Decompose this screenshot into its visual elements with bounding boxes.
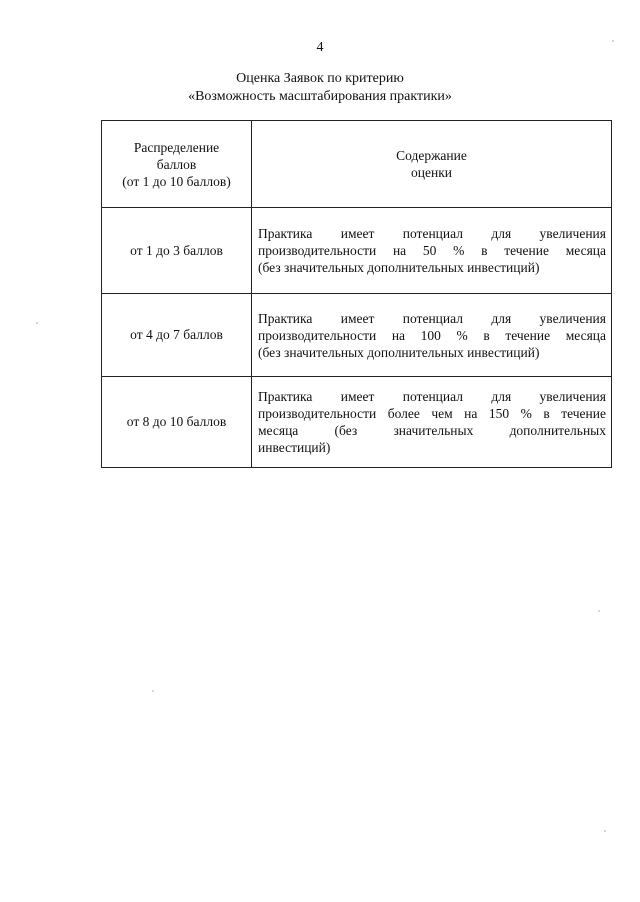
scan-speck [604, 830, 606, 832]
header-content-line: оценки [411, 165, 452, 180]
description-line: производительности более чем на 150 % в течение [258, 406, 606, 421]
criteria-table [101, 120, 612, 468]
scan-speck [36, 322, 38, 324]
description-line: (без значительных дополнительных инвестиций) [258, 260, 540, 275]
table-row [102, 377, 612, 468]
header-score-cell [102, 121, 252, 208]
table-header-row [102, 121, 612, 208]
header-content-cell [252, 121, 612, 208]
title-line-2: «Возможность масштабирования практики» [188, 89, 452, 104]
description-line: месяца (без значительных дополнительных [258, 423, 606, 438]
description-line: Практика имеет потенциал для увеличения [258, 389, 606, 404]
score-cell: от 4 до 7 баллов [102, 294, 252, 377]
table-row [102, 208, 612, 294]
description-line: Практика имеет потенциал для увеличения [258, 226, 606, 241]
scan-speck [152, 690, 154, 692]
description-cell [252, 208, 612, 294]
header-score-line: Распределение [133, 139, 220, 155]
description-line: производительности на 50 % в течение месяца [258, 243, 606, 258]
document-title [0, 70, 640, 106]
description-cell [252, 294, 612, 377]
description-line: производительности на 100 % в течение месяца [258, 327, 606, 343]
score-cell: от 8 до 10 баллов [102, 377, 252, 468]
scan-speck [598, 610, 600, 612]
title-line-1: Оценка Заявок по критерию [236, 71, 404, 86]
header-score-line: баллов [156, 156, 197, 172]
score-cell: от 1 до 3 баллов [102, 208, 252, 294]
table-row [102, 294, 612, 377]
header-score-line: (от 1 до 10 баллов) [122, 173, 231, 189]
description-line: (без значительных дополнительных инвестиций) [258, 344, 540, 360]
header-content-line: Содержание [396, 148, 467, 163]
description-line: инвестиций) [258, 440, 331, 455]
description-cell [252, 377, 612, 468]
page-number: 4 [316, 40, 324, 55]
scan-speck [612, 40, 614, 42]
description-line: Практика имеет потенциал для увеличения [258, 310, 606, 326]
